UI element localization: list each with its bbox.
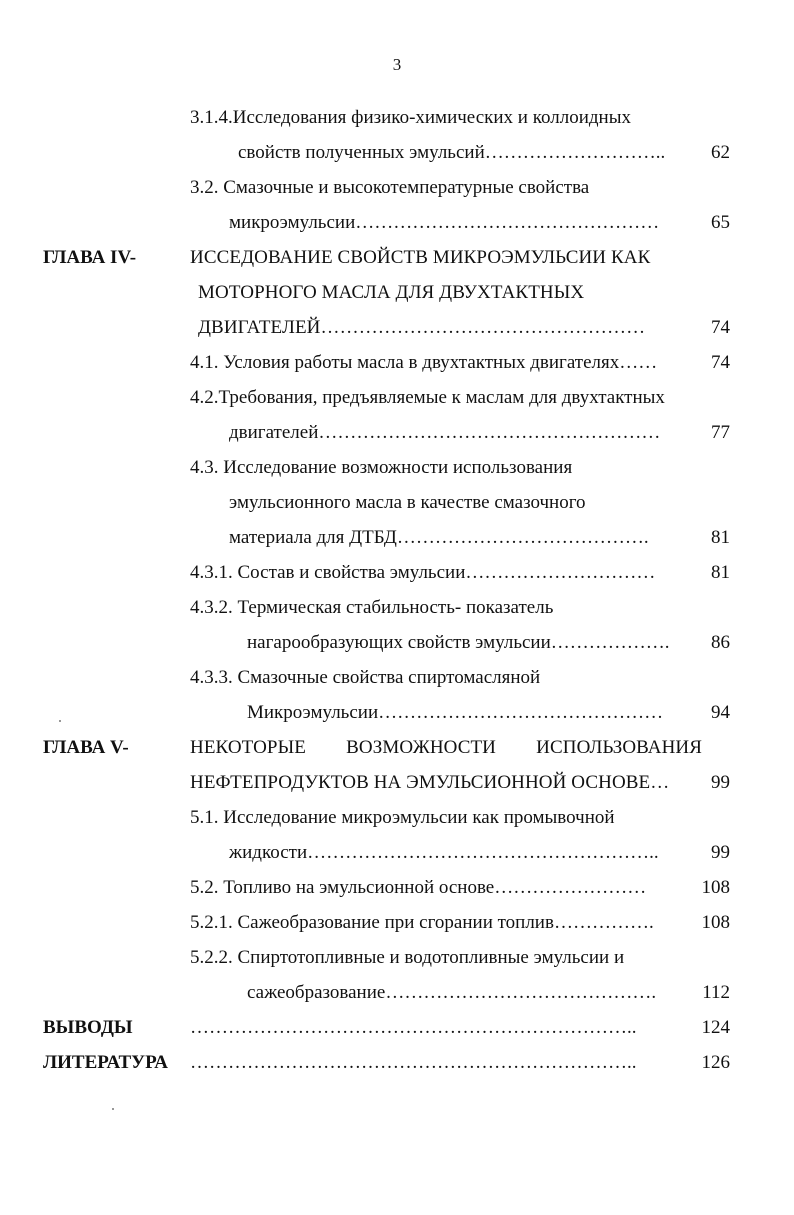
toc-entry-title: 4.3.1. Состав и свойства эмульсии………………………… [190, 562, 656, 583]
page-number: 3 [392, 55, 402, 74]
toc-entry-title-cont: жидкости……………………………………………….. [229, 842, 659, 863]
chapter-title: ИССЕДОВАНИЕ СВОЙСТВ МИКРОЭМУЛЬСИИ КАК [190, 247, 651, 268]
literature-label: ЛИТЕРАТУРА [43, 1052, 169, 1073]
toc-leader-dots: …………………………………………………………….. [190, 1052, 637, 1073]
toc-entry-title: 3.2. Смазочные и высокотемпературные свойства [190, 177, 590, 198]
toc-entry-title-cont: свойств полученных эмульсий……………………….. [238, 142, 666, 163]
toc-page-number: 74 [711, 317, 730, 338]
chapter-label: ГЛАВА V- [43, 737, 129, 758]
toc-page-number: 81 [711, 562, 730, 583]
toc-entry-title: 5.2.2. Спиртотопливные и водотопливные эмульсии и [190, 947, 625, 968]
toc-page-number: 81 [711, 527, 730, 548]
toc-entry-title: 4.1. Условия работы масла в двухтактных двигателях…… [190, 352, 658, 373]
toc-entry-title-cont: микроэмульсии………………………………………… [229, 212, 660, 233]
chapter-label: ГЛАВА IV- [43, 247, 137, 268]
toc-page-number: 86 [711, 632, 730, 653]
toc-entry-title: 3.1.4.Исследования физико-химических и коллоидных [190, 107, 631, 128]
toc-page-number: 108 [701, 912, 730, 933]
toc-entry-title-cont: Микроэмульсии……………………………………… [247, 702, 664, 723]
toc-page-number: 77 [711, 422, 730, 443]
conclusions-label: ВЫВОДЫ [43, 1017, 133, 1038]
chapter-title-cont: МОТОРНОГО МАСЛА ДЛЯ ДВУХТАКТНЫХ [198, 282, 585, 303]
chapter-title-cont: ДВИГАТЕЛЕЙ…………………………………………… [198, 317, 646, 338]
toc-page-number: 126 [701, 1052, 730, 1073]
toc-page-number: 99 [711, 842, 730, 863]
toc-page-number: 124 [701, 1017, 730, 1038]
toc-leader-dots: …………………………………………………………….. [190, 1017, 637, 1038]
toc-entry-title: 4.3.3. Смазочные свойства спиртомасляной [190, 667, 541, 688]
toc-entry-title: 5.1. Исследование микроэмульсии как промывочной [190, 807, 615, 828]
toc-page-number: 65 [711, 212, 730, 233]
toc-page-number: 74 [711, 352, 730, 373]
chapter-title [190, 736, 702, 760]
toc-page-number: 108 [701, 877, 730, 898]
toc-entry-title-cont: эмульсионного масла в качестве смазочного [229, 492, 586, 513]
toc-entry-title: 5.2. Топливо на эмульсионной основе…………………… [190, 877, 647, 898]
scan-speck [112, 1108, 114, 1110]
toc-entry-title: 4.3. Исследование возможности использования [190, 457, 573, 478]
chapter-title-word: ВОЗМОЖНОСТИ [346, 737, 496, 758]
toc-entry-title-cont: материала для ДТБД…………………………………. [229, 527, 649, 548]
toc-page-number: 94 [711, 702, 730, 723]
toc-page-number: 112 [702, 982, 730, 1003]
toc-entry-title: 4.2.Требования, предъявляемые к маслам для двухтактных [190, 387, 665, 408]
chapter-title-cont: НЕФТЕПРОДУКТОВ НА ЭМУЛЬСИОННОЙ ОСНОВЕ… [190, 772, 670, 793]
toc-entry-title: 4.3.2. Термическая стабильность- показатель [190, 597, 554, 618]
toc-entry-title-cont: сажеобразование……………………………………. [247, 982, 657, 1003]
toc-page-number: 99 [711, 772, 730, 793]
toc-entry-title-cont: нагарообразующих свойств эмульсии………………. [247, 632, 670, 653]
toc-entry-title-cont: двигателей……………………………………………… [229, 422, 661, 443]
scan-speck [59, 720, 61, 722]
chapter-title-word: НЕКОТОРЫЕ [190, 737, 306, 758]
toc-page-number: 62 [711, 142, 730, 163]
chapter-title-word: ИСПОЛЬЗОВАНИЯ [536, 737, 702, 758]
toc-entry-title: 5.2.1. Сажеобразование при сгорании топлив……………. [190, 912, 654, 933]
